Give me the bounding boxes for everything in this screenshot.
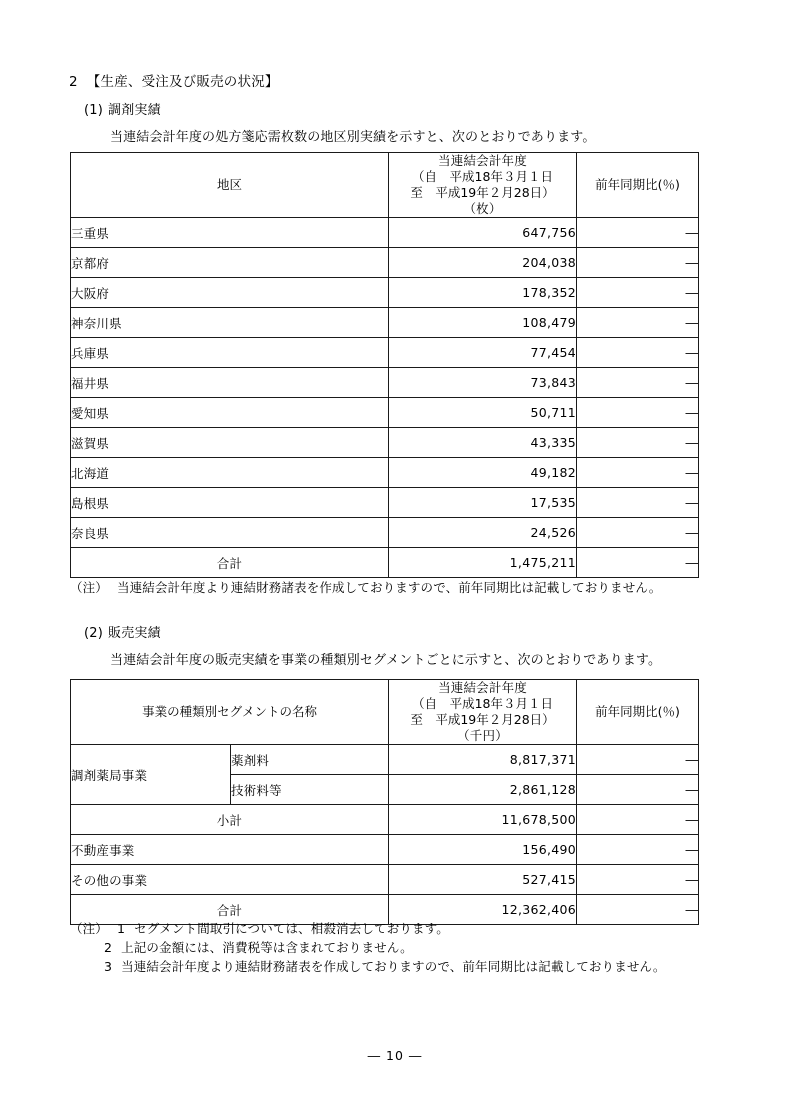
cell-region: 京都府: [71, 248, 389, 278]
header-cell-period: [389, 680, 577, 745]
note-index: 1: [116, 921, 126, 936]
cell-value: 8,817,371: [389, 745, 577, 775]
note-text: 上記の金額には、消費税等は含まれておりません。: [121, 940, 413, 955]
cell-value: 43,335: [389, 428, 577, 458]
table-row: [71, 488, 699, 518]
table-dispensing-note: [70, 578, 661, 596]
table-row: [71, 745, 699, 775]
cell-ratio: ―: [577, 775, 699, 805]
table-sales-body: [71, 745, 699, 925]
cell-region: 滋賀県: [71, 428, 389, 458]
cell-segment: 不動産事業: [71, 835, 389, 865]
cell-value: 73,843: [389, 368, 577, 398]
cell-ratio: ―: [577, 398, 699, 428]
header-cell-region: 地区: [71, 153, 389, 218]
page-number: ― 10 ―: [367, 1048, 423, 1063]
cell-ratio: ―: [577, 518, 699, 548]
table-row: [71, 835, 699, 865]
cell-region: 三重県: [71, 218, 389, 248]
table-row: [71, 458, 699, 488]
subsection-2-title: 販売実績: [108, 626, 161, 641]
cell-value: 527,415: [389, 865, 577, 895]
cell-value: 178,352: [389, 278, 577, 308]
table-row: [71, 338, 699, 368]
cell-ratio: ―: [577, 308, 699, 338]
cell-total-value: 12,362,406: [389, 895, 577, 925]
cell-ratio: ―: [577, 745, 699, 775]
table-dispensing-results: [70, 152, 699, 578]
cell-segment-group: 調剤薬局事業: [71, 745, 231, 805]
note-text: 当連結会計年度より連結財務諸表を作成しておりますので、前年同期比は記載しておりません。: [121, 959, 666, 974]
table-row: [71, 865, 699, 895]
cell-value: 156,490: [389, 835, 577, 865]
table-row: [71, 248, 699, 278]
table-dispensing-body: [71, 218, 699, 578]
cell-region: 兵庫県: [71, 338, 389, 368]
cell-region: 大阪府: [71, 278, 389, 308]
table-sales-note-1: [70, 919, 449, 937]
note-mark: （注）: [70, 921, 108, 936]
cell-ratio: ―: [577, 338, 699, 368]
cell-region: 島根県: [71, 488, 389, 518]
cell-ratio: ―: [577, 278, 699, 308]
cell-region: 神奈川県: [71, 308, 389, 338]
table-row: [71, 308, 699, 338]
header-period-line1: 当連結会計年度: [438, 153, 527, 168]
subsection-1-intro: 当連結会計年度の処方箋応需枚数の地区別実績を示すと、次のとおりであります。: [110, 130, 596, 145]
cell-value: 24,526: [389, 518, 577, 548]
cell-ratio: ―: [577, 248, 699, 278]
cell-ratio: ―: [577, 488, 699, 518]
note-index: 2: [104, 940, 113, 955]
subsection-2-intro: 当連結会計年度の販売実績を事業の種類別セグメントごとに示すと、次のとおりであります。: [110, 653, 662, 668]
cell-value: 77,454: [389, 338, 577, 368]
header-cell-segment: 事業の種類別セグメントの名称: [71, 680, 389, 745]
table-sales-note-2: [104, 938, 413, 956]
cell-region: 北海道: [71, 458, 389, 488]
table-header-row: [71, 153, 699, 218]
table-row: [71, 518, 699, 548]
cell-region: 愛知県: [71, 398, 389, 428]
table-header-row: [71, 680, 699, 745]
page-title: [69, 70, 279, 90]
subsection-2-heading: [84, 622, 161, 641]
cell-value: 49,182: [389, 458, 577, 488]
cell-ratio: ―: [577, 458, 699, 488]
section-title: 【生産、受注及び販売の状況】: [86, 74, 279, 90]
header-period-line2: （自 平成18年３月１日: [412, 169, 553, 184]
cell-ratio: ―: [577, 368, 699, 398]
cell-segment: その他の事業: [71, 865, 389, 895]
table-row: [71, 398, 699, 428]
table-row: [71, 278, 699, 308]
table-total-row: [71, 548, 699, 578]
subsection-1-number: (1): [84, 103, 104, 118]
cell-subtotal-ratio: ―: [577, 805, 699, 835]
header-period-line1: 当連結会計年度: [438, 680, 527, 695]
header-cell-yoy-ratio: 前年同期比(％): [577, 153, 699, 218]
cell-value: 17,535: [389, 488, 577, 518]
table-row: [71, 218, 699, 248]
cell-segment-item: 薬剤料: [231, 745, 389, 775]
header-period-line3: 至 平成19年２月28日）: [410, 185, 555, 200]
table-subtotal-row: [71, 805, 699, 835]
cell-ratio: ―: [577, 428, 699, 458]
note-text: 当連結会計年度より連結財務諸表を作成しておりますので、前年同期比は記載しておりません。: [116, 580, 662, 595]
cell-total-ratio: ―: [577, 548, 699, 578]
note-index: 3: [104, 959, 113, 974]
cell-value: 50,711: [389, 398, 577, 428]
table-row: [71, 428, 699, 458]
cell-subtotal-label: 小計: [71, 805, 389, 835]
note-text: セグメント間取引については、相殺消去しております。: [134, 921, 449, 936]
cell-ratio: ―: [577, 835, 699, 865]
cell-total-ratio: ―: [577, 895, 699, 925]
table-sales-results: [70, 679, 699, 925]
cell-ratio: ―: [577, 865, 699, 895]
header-period-unit: （枚）: [463, 201, 502, 216]
section-number: 2: [69, 74, 78, 90]
subsection-1-title: 調剤実績: [108, 103, 161, 118]
cell-region: 福井県: [71, 368, 389, 398]
cell-value: 204,038: [389, 248, 577, 278]
cell-total-value: 1,475,211: [389, 548, 577, 578]
cell-total-label: 合計: [71, 548, 389, 578]
note-mark: （注）: [70, 580, 108, 595]
cell-ratio: ―: [577, 218, 699, 248]
header-period-line2: （自 平成18年３月１日: [412, 696, 553, 711]
header-period-line3: 至 平成19年２月28日）: [410, 712, 555, 727]
cell-segment-item: 技術料等: [231, 775, 389, 805]
header-cell-yoy-ratio: 前年同期比(％): [577, 680, 699, 745]
subsection-1-heading: [84, 99, 161, 118]
cell-total-label: 合計: [71, 895, 389, 925]
cell-region: 奈良県: [71, 518, 389, 548]
subsection-2-number: (2): [84, 626, 104, 641]
cell-value: 2,861,128: [389, 775, 577, 805]
header-cell-period: [389, 153, 577, 218]
cell-value: 108,479: [389, 308, 577, 338]
cell-subtotal-value: 11,678,500: [389, 805, 577, 835]
cell-value: 647,756: [389, 218, 577, 248]
table-sales-note-3: [104, 957, 666, 975]
header-period-unit: （千円）: [457, 728, 508, 743]
table-row: [71, 368, 699, 398]
